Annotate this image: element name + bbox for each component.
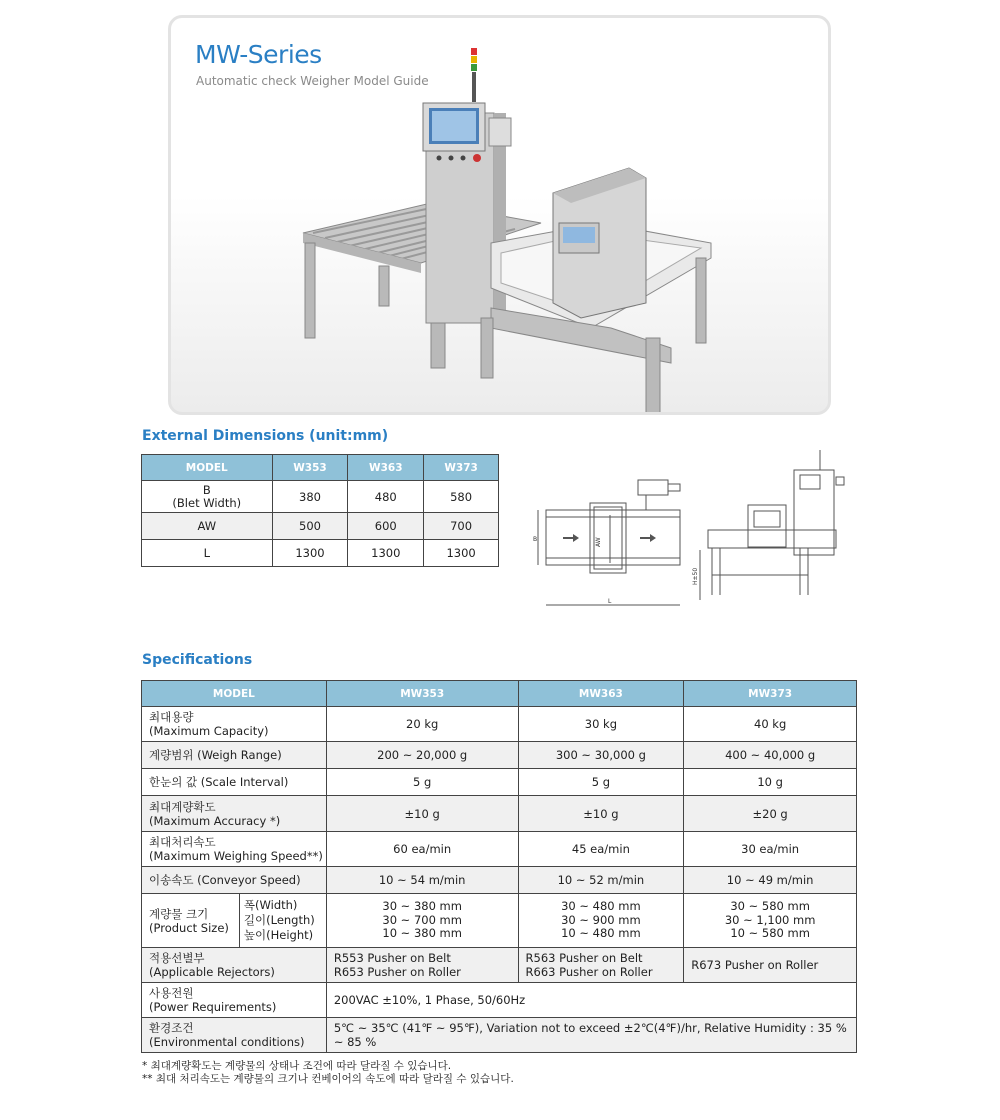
external-dimensions-title: External Dimensions (unit:mm) [142, 428, 389, 444]
table-cell: 10 ~ 52 m/min [518, 867, 684, 894]
row-label: 이송속도 (Conveyor Speed) [142, 867, 327, 894]
column-header: W353 [272, 455, 348, 481]
table-cell: 60 ea/min [326, 832, 518, 867]
table-cell: 380 [272, 481, 348, 513]
table-cell: 10 g [684, 769, 857, 796]
table-cell: 480 [348, 481, 424, 513]
table-cell: 30 ea/min [684, 832, 857, 867]
table-row [142, 769, 857, 796]
table-cell: 5 g [326, 769, 518, 796]
row-label: 적용선별부 (Applicable Rejectors) [142, 948, 327, 983]
side-view-diagram [688, 445, 858, 610]
table-row [142, 796, 857, 832]
series-subtitle: Automatic check Weigher Model Guide [196, 74, 429, 88]
table-cell: ±10 g [326, 796, 518, 832]
table-row [142, 983, 857, 1018]
table-header-row [142, 455, 499, 481]
row-label: 최대용량 (Maximum Capacity) [142, 707, 327, 742]
table-cell: 1300 [348, 540, 424, 567]
diagram-label-l: L [608, 598, 612, 605]
row-label: 최대처리속도 (Maximum Weighing Speed**) [142, 832, 327, 867]
table-cell: 10 ~ 49 m/min [684, 867, 857, 894]
table-row [142, 742, 857, 769]
table-cell: ±10 g [518, 796, 684, 832]
table-cell: R563 Pusher on Belt R663 Pusher on Roller [518, 948, 684, 983]
series-title: MW-Series [195, 40, 322, 69]
table-row [142, 1018, 857, 1053]
checkweigher-photo [291, 28, 731, 413]
product-size-dimensions: 폭(Width) 길이(Length) 높이(Height) [239, 894, 326, 948]
table-row [142, 867, 857, 894]
table-cell: 700 [424, 513, 499, 540]
table-cell: 30 ~ 380 mm 30 ~ 700 mm 10 ~ 380 mm [326, 894, 518, 948]
specifications-table [141, 680, 857, 1053]
table-cell: 30 ~ 480 mm 30 ~ 900 mm 10 ~ 480 mm [518, 894, 684, 948]
column-header: W363 [348, 455, 424, 481]
table-cell: 580 [424, 481, 499, 513]
external-dimensions-table [141, 454, 499, 567]
top-view-diagram [528, 475, 688, 615]
table-cell: R553 Pusher on Belt R653 Pusher on Roller [326, 948, 518, 983]
product-hero [168, 15, 831, 415]
column-header: MODEL [142, 681, 327, 707]
table-cell: 200 ~ 20,000 g [326, 742, 518, 769]
table-cell: 300 ~ 30,000 g [518, 742, 684, 769]
specifications-title: Specifications [142, 652, 253, 668]
table-row [142, 832, 857, 867]
row-label: AW [142, 513, 273, 540]
table-cell: 5 g [518, 769, 684, 796]
row-label: 사용전원 (Power Requirements) [142, 983, 327, 1018]
row-label: 계량물 크기 (Product Size) [142, 894, 240, 948]
table-row [142, 540, 499, 567]
column-header: MW353 [326, 681, 518, 707]
table-cell: 20 kg [326, 707, 518, 742]
table-cell: 200VAC ±10%, 1 Phase, 50/60Hz [326, 983, 856, 1018]
table-cell: 30 kg [518, 707, 684, 742]
table-cell: 45 ea/min [518, 832, 684, 867]
row-label: 환경조건 (Environmental conditions) [142, 1018, 327, 1053]
table-cell: 40 kg [684, 707, 857, 742]
diagram-label-h: H±50 [692, 567, 699, 585]
column-header: MODEL [142, 455, 273, 481]
table-cell: 1300 [424, 540, 499, 567]
table-cell: 1300 [272, 540, 348, 567]
row-label: 최대계량확도 (Maximum Accuracy *) [142, 796, 327, 832]
diagram-label-b: B [533, 536, 538, 543]
table-row [142, 513, 499, 540]
table-cell: R673 Pusher on Roller [684, 948, 857, 983]
row-label: L [142, 540, 273, 567]
column-header: MW373 [684, 681, 857, 707]
table-cell: 30 ~ 580 mm 30 ~ 1,100 mm 10 ~ 580 mm [684, 894, 857, 948]
table-cell: 600 [348, 513, 424, 540]
footnote: ** 최대 처리속도는 계량물의 크기나 컨베이어의 속도에 따라 달라질 수 있습니다. [142, 1073, 514, 1085]
row-label: 계량범위 (Weigh Range) [142, 742, 327, 769]
table-row [142, 707, 857, 742]
table-cell: 10 ~ 54 m/min [326, 867, 518, 894]
table-row [142, 948, 857, 983]
row-label: 한눈의 값 (Scale Interval) [142, 769, 327, 796]
table-cell: 5℃ ~ 35℃ (41℉ ~ 95℉), Variation not to exceed ±2℃(4℉)/hr, Relative Humidity : 35 % ~ 85 % [326, 1018, 856, 1053]
table-header-row [142, 681, 857, 707]
column-header: MW363 [518, 681, 684, 707]
column-header: W373 [424, 455, 499, 481]
table-cell: ±20 g [684, 796, 857, 832]
table-row [142, 894, 857, 948]
footnote: * 최대계량확도는 계량물의 상태나 조건에 따라 달라질 수 있습니다. [142, 1060, 452, 1072]
diagram-label-aw: AW [595, 537, 602, 547]
table-row [142, 481, 499, 513]
footnotes [142, 1060, 514, 1086]
table-cell: 500 [272, 513, 348, 540]
table-cell: 400 ~ 40,000 g [684, 742, 857, 769]
row-label: B (Blet Width) [142, 481, 273, 513]
